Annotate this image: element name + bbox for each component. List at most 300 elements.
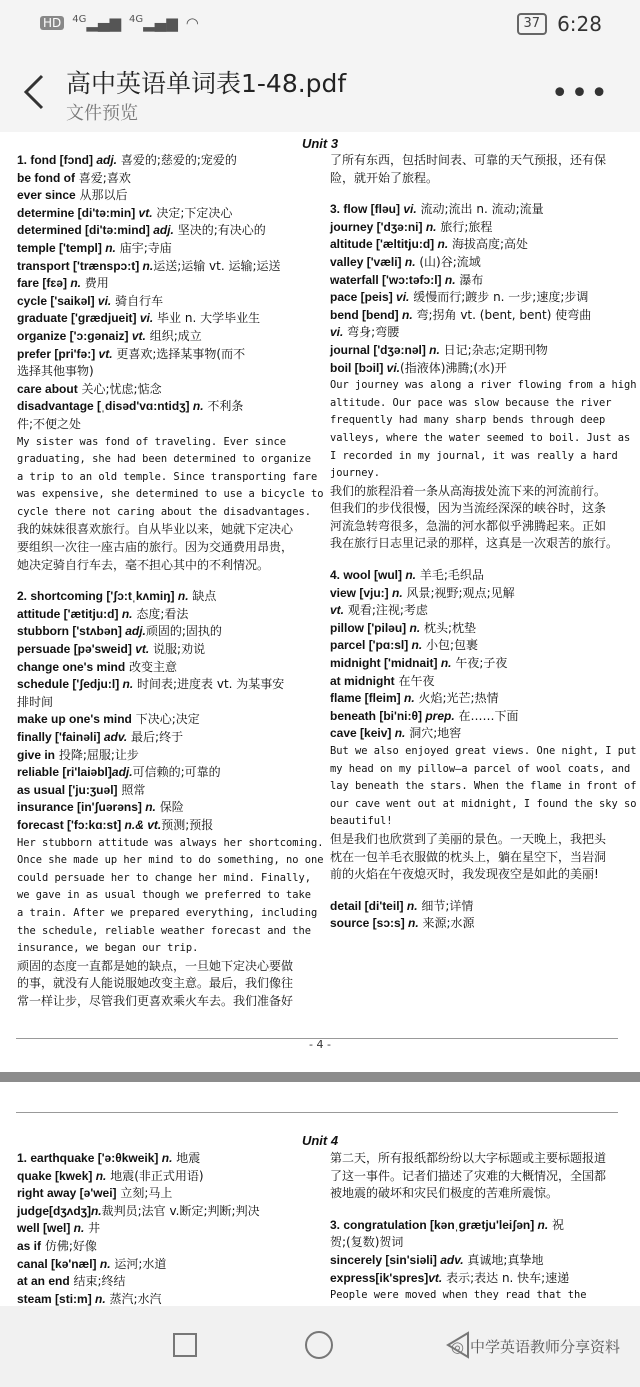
part-of-speech: n.	[101, 240, 116, 255]
vocab-meaning: 洞穴;地窖	[405, 726, 462, 741]
vocab-word: view [vju:]	[330, 585, 389, 600]
part-of-speech: n.	[92, 1168, 107, 1183]
vocab-meaning: 说服;劝说	[149, 642, 206, 657]
vocab-meaning: 井	[84, 1221, 101, 1236]
vocab-entry	[330, 637, 622, 655]
vocab-entry	[17, 799, 307, 817]
vocab-meaning: 件;不便之处	[17, 416, 82, 431]
vocab-meaning: 预测;预报	[161, 817, 214, 832]
vocab-entry	[330, 673, 622, 691]
vocab-meaning: 蒸汽;水汽	[105, 1291, 162, 1306]
vocab-meaning: 地震(非正式用语)	[106, 1168, 204, 1183]
vocab-word: altitude ['æltitju:d]	[330, 237, 435, 252]
passage-line: my head on my pillow—a parcel of wool coats, and	[330, 762, 631, 775]
part-of-speech: n.	[91, 1291, 106, 1306]
vocab-meaning: 旅行;旅程	[436, 219, 493, 234]
part-of-speech: n.	[189, 399, 204, 414]
vocab-word: midnight ['midnait]	[330, 656, 438, 671]
vocab-word: at an end	[17, 1274, 70, 1289]
vocab-entry	[330, 272, 622, 290]
passage-line: graduating, she had been determined to organize	[17, 453, 312, 466]
passage-line: we gave in as usual though we preferred to take	[17, 889, 312, 902]
vocab-word: persuade [pə'sweid]	[17, 642, 132, 657]
part-of-speech: n.	[441, 272, 456, 287]
vocab-meaning: 选择其他事物)	[17, 364, 94, 379]
vocab-word: source [sɔ:s]	[330, 916, 405, 931]
passage-line: People were moved when they read that the	[330, 1289, 587, 1302]
vocab-meaning: 运河;水道	[110, 1256, 167, 1271]
passage-line: the schedule, reliable weather forecast and the	[17, 924, 312, 937]
vocab-entry	[17, 1238, 307, 1256]
vocab-meaning: 细节;详情	[417, 898, 474, 913]
passage-line: 顽固的态度一直都是她的缺点，一旦她下定决心要做	[17, 958, 294, 973]
passage-line: 的事，就没有人能说服她改变主意。最后，我们像往	[17, 976, 294, 991]
passage-line: 我的妹妹很喜欢旅行。自从毕业以来，她就下定决心	[17, 522, 294, 537]
part-of-speech: n.	[406, 620, 421, 635]
vocab-meaning: 羊毛;毛织品	[416, 568, 484, 583]
passage-line: journey.	[330, 467, 381, 480]
vocab-entry	[330, 254, 622, 272]
vocab-word: flame [fleim]	[330, 691, 401, 706]
part-of-speech: n.	[141, 800, 156, 815]
status-bar	[0, 0, 640, 54]
part-of-speech: n.	[400, 691, 415, 706]
vocab-word: detail [di'teil]	[330, 898, 404, 913]
passage-line: 被地震的破坏和灾民们极度的苦难所震惊。	[330, 1186, 559, 1201]
vocab-meaning: 风景;视野;观点;见解	[402, 585, 515, 600]
passage-line: 我在旅行日志里记录的那样，这真是一次艰苦的旅行。	[330, 536, 619, 551]
passage-line: 要组织一次往一座古庙的旅行。因为交通费用昂贵，	[17, 540, 294, 555]
part-of-speech: vt.	[428, 1270, 443, 1285]
vocab-entry	[17, 275, 307, 293]
vocab-entry	[17, 310, 307, 328]
vocab-entry	[330, 708, 622, 726]
passage-line: 第二天，所有报纸都纷纷以大字标题或主要标题报道	[330, 1151, 607, 1165]
vocab-entry	[17, 1150, 307, 1168]
status-left	[40, 14, 199, 32]
right-column	[330, 152, 637, 933]
vocab-word: 2. shortcoming ['ʃɔ:tˌkʌmiŋ]	[17, 589, 175, 604]
vocab-entry	[330, 1217, 622, 1235]
vocab-word: canal [kə'næl]	[17, 1256, 97, 1271]
vocab-entry	[17, 764, 307, 782]
vocab-meaning: 地震	[172, 1151, 201, 1165]
vocab-meaning: 贺;(复数)贺词	[330, 1235, 404, 1250]
passage-line: 前的火焰在午夜熄灭时，我发现夜空是如此的美丽!	[330, 867, 599, 882]
passage-line: could persuade her to change her mind. Finally,	[17, 871, 312, 884]
part-of-speech: adj.	[92, 153, 117, 167]
part-of-speech: n.	[391, 726, 406, 741]
vocab-word: change one's mind	[17, 659, 126, 674]
vocab-word: fare [fɛə]	[17, 276, 67, 291]
pdf-page-4	[0, 132, 640, 1070]
part-of-speech: n.	[422, 219, 437, 234]
passage-line: 但我们的步伐很慢，因为当流经深深的峡谷时，这条	[330, 501, 607, 516]
vocab-entry	[330, 219, 622, 237]
vocab-meaning: 不利条	[203, 399, 244, 414]
vocab-entry	[17, 346, 307, 364]
vocab-entry	[17, 623, 307, 641]
vocab-meaning: 缓慢而行;踱步 n. 一步;速度;步调	[409, 290, 589, 305]
part-of-speech: n.	[534, 1217, 549, 1232]
vocab-entry	[17, 222, 307, 240]
passage-line: Once she made up her mind to do something, no one	[17, 854, 324, 867]
unit-heading: Unit 4	[301, 1133, 339, 1148]
signal-icon: $^{4G}$▂▄▆	[129, 14, 178, 32]
vocab-meaning: 喜爱;喜欢	[74, 170, 131, 185]
left-column	[17, 152, 324, 1011]
vocab-meaning: 火焰;光芒;热情	[414, 691, 499, 706]
vocab-meaning: 运送;运输 vt. 运输;运送	[153, 258, 281, 273]
vocab-word: insurance [in'ʃuərəns]	[17, 800, 142, 815]
part-of-speech: vt.	[135, 205, 153, 220]
vocab-word: 3. flow [fləu]	[330, 202, 400, 217]
part-of-speech: vi.	[383, 360, 401, 375]
vocab-entry	[17, 328, 307, 346]
vocab-word: right away [ə'wei]	[17, 1186, 117, 1201]
part-of-speech: n.	[401, 254, 416, 269]
clock: 6:28	[557, 12, 602, 36]
vocab-meaning: 日记;杂志;定期刊物	[439, 342, 548, 357]
passage-line: a trip to an old temple. Since transporting fare	[17, 470, 318, 483]
vocab-meaning: 结束;终结	[69, 1274, 126, 1289]
vocab-entry	[330, 324, 622, 342]
vocab-meaning: 裁判员;法官 v.断定;判断;判决	[101, 1203, 260, 1218]
vocab-word: pillow ['piləu]	[330, 620, 407, 635]
vocab-entry	[17, 1291, 307, 1306]
recent-apps-icon[interactable]	[172, 1332, 198, 1358]
vocab-meaning: 下决心;决定	[131, 712, 200, 727]
vocab-word: at midnight	[330, 673, 395, 688]
vocab-word: well [wel]	[17, 1221, 71, 1236]
passage-line: our cave went out at midnight, I found the sky so	[330, 797, 637, 810]
vocab-word: be fond of	[17, 170, 75, 185]
vocab-entry	[17, 240, 307, 258]
part-of-speech: n.	[174, 589, 189, 604]
vocab-meaning: 在午夜	[394, 673, 435, 688]
part-of-speech: n.	[434, 237, 449, 252]
document-title: 高中英语单词表1-48.pdf	[66, 69, 347, 98]
left-column	[17, 1150, 307, 1306]
pdf-page-5	[0, 1084, 640, 1306]
watermark-text: 中学英语教师分享资料	[469, 1338, 620, 1356]
vocab-word: quake [kwek]	[17, 1168, 93, 1183]
vocab-word: 1. fond [fɔnd]	[17, 153, 93, 167]
vocab-entry	[17, 170, 307, 188]
vocab-entry	[330, 1270, 622, 1288]
part-of-speech: vi.	[392, 290, 410, 305]
vocab-word: as if	[17, 1238, 42, 1253]
wifi-icon: ◠	[185, 14, 199, 32]
part-of-speech: vi.	[94, 293, 112, 308]
vocab-word: temple ['templ]	[17, 240, 102, 255]
vocab-meaning: 态度;看法	[132, 606, 189, 621]
vocab-word: 1. earthquake ['ə:θkweik]	[17, 1151, 159, 1165]
vocab-meaning: 缺点	[188, 589, 217, 604]
vocab-entry	[17, 747, 307, 765]
vocab-word: graduate ['grædjueit]	[17, 311, 137, 326]
vocab-meaning: 顽固的;固执的	[145, 624, 222, 639]
vocab-word: forecast ['fɔ:kɑ:st]	[17, 817, 122, 832]
part-of-speech: n.	[158, 1151, 173, 1165]
vocab-meaning: 枕头;枕垫	[420, 620, 477, 635]
vocab-meaning: 庙宇;寺庙	[115, 240, 172, 255]
vocab-meaning: 喜爱的;慈爱的;宠爱的	[117, 153, 237, 167]
part-of-speech: prep.	[422, 708, 455, 723]
vocab-meaning: 决定;下定决心	[152, 205, 233, 220]
part-of-speech: n.	[90, 1203, 102, 1218]
page-separator	[0, 1072, 640, 1082]
wechat-icon: ◎	[450, 1337, 464, 1356]
part-of-speech: n.	[425, 342, 440, 357]
vocab-meaning: 小包;包裹	[422, 638, 479, 653]
part-of-speech: vi.	[330, 325, 344, 340]
passage-line: My sister was fond of traveling. Ever since	[17, 435, 286, 448]
part-of-speech: vi.	[400, 202, 417, 217]
passage-line: 但是我们也欣赏到了美丽的景色。一天晚上，我把头	[330, 831, 607, 846]
vocab-meaning: 在……下面	[454, 708, 519, 723]
part-of-speech: n.	[403, 898, 418, 913]
vocab-word: waterfall ['wɔ:təfɔ:l]	[330, 272, 442, 287]
vocab-word: express[ik'spres]	[330, 1270, 429, 1285]
page-number: - 4 -	[309, 1038, 331, 1051]
vocab-word: beneath [bi'ni:θ]	[330, 708, 422, 723]
passage-line: lay beneath the stars. When the flame in front of	[330, 780, 637, 793]
part-of-speech: n.	[66, 276, 81, 291]
right-column	[330, 1150, 622, 1305]
vocab-word: schedule ['ʃedju:l]	[17, 677, 120, 692]
passage-line: I recorded in my journal, it was really a hard	[330, 449, 618, 462]
part-of-speech: vi.	[136, 311, 154, 326]
vocab-entry	[330, 236, 622, 254]
vocab-meaning: 投降;屈服;让步	[55, 747, 139, 762]
vocab-entry	[17, 606, 307, 624]
passage-line: 了所有东西，包括时间表、可靠的天气预报，还有保	[330, 153, 607, 167]
part-of-speech: n.	[404, 916, 419, 931]
vocab-entry	[17, 363, 307, 381]
vocab-entry	[17, 782, 307, 800]
vocab-word: attitude ['ætitju:d]	[17, 606, 119, 621]
vocab-entry	[17, 694, 307, 712]
passage-line: 她决定骑自行车去，毫不担心其中的不利情况。	[17, 557, 270, 572]
vocab-entry	[17, 659, 307, 677]
vocab-entry	[330, 725, 622, 743]
part-of-speech: adv.	[100, 730, 128, 744]
vocab-meaning: 立刻;马上	[116, 1186, 173, 1201]
vocab-meaning: 最后;终于	[127, 730, 184, 744]
vocab-meaning: 流动;流出 n. 流动;流量	[416, 202, 544, 217]
passage-line: altitude. Our pace was slow because the river	[330, 396, 612, 409]
vocab-entry	[17, 588, 307, 606]
vocab-meaning: 保险	[155, 800, 184, 815]
passage-line: Her stubborn attitude was always her shortcoming.	[17, 836, 324, 849]
vocab-entry	[330, 898, 622, 916]
status-right	[517, 12, 602, 36]
vocab-entry	[330, 620, 622, 638]
vocab-word: as usual ['ju:ʒuəl]	[17, 782, 118, 797]
vocab-word: journey ['dʒə:ni]	[330, 219, 423, 234]
app-bar	[0, 54, 640, 132]
vocab-entry	[330, 655, 622, 673]
part-of-speech: n.	[70, 1221, 85, 1236]
more-options-icon[interactable]: •••	[550, 76, 610, 111]
navigation-bar	[0, 1306, 640, 1387]
vocab-entry	[330, 567, 622, 585]
vocab-meaning: 真诚地;真挚地	[463, 1252, 544, 1267]
vocab-word: determine [di'tə:min]	[17, 205, 136, 220]
part-of-speech: n.	[139, 258, 154, 273]
vocab-word: organize ['ɔ:gənaiz]	[17, 328, 129, 343]
passage-line: frequently had many sharp bends through deep	[330, 414, 606, 427]
home-icon[interactable]	[304, 1330, 334, 1360]
part-of-speech: n.	[402, 568, 416, 583]
vocab-entry	[330, 585, 622, 603]
part-of-speech: adj.	[149, 223, 174, 238]
passage-line: 我们的旅程沿着一条从高海拔处流下来的河流前行。	[330, 483, 607, 498]
vocab-meaning: 排时间	[17, 694, 54, 709]
vocab-entry	[330, 1234, 622, 1252]
vocab-meaning: 瀑布	[455, 272, 484, 287]
passage-line: 河流急转弯很多，急湍的河水都似乎沸腾起来。正如	[330, 518, 607, 533]
passage-line: Our journey was along a river flowing from a high	[330, 379, 637, 392]
vocab-word: 3. congratulation [kənˌgrætju'leiʃən]	[330, 1217, 535, 1232]
vocab-word: care about	[17, 381, 78, 396]
passage-line: a train. After we prepared everything, including	[17, 906, 318, 919]
vocab-word: stubborn ['stʌbən]	[17, 624, 122, 639]
vocab-entry	[17, 152, 307, 170]
passage-line: 了这一事件。记者们描述了灾难的大概情况，全国都	[330, 1168, 607, 1183]
vocab-entry	[330, 915, 622, 933]
passage-line: was expensive, she determined to use a bicycle to	[17, 488, 324, 501]
vocab-entry	[330, 1252, 622, 1270]
part-of-speech: n.	[388, 585, 403, 600]
vocab-meaning: (山)谷;流域	[415, 254, 481, 269]
vocab-meaning: (指液体)沸腾;(水)开	[400, 360, 507, 375]
vocab-meaning: 费用	[80, 276, 109, 291]
passage-line: 枕在一包羊毛衣服做的枕头上，躺在星空下，当岩洞	[330, 849, 607, 864]
vocab-meaning: 午夜;子夜	[451, 656, 508, 671]
passage-line: But we also enjoyed great views. One night, I put	[330, 745, 637, 757]
passage-line: 常一样让步，尽管我们更喜欢乘火车去。我们准备好	[17, 993, 294, 1008]
passage-line: insurance, we began our trip.	[17, 942, 199, 955]
vocab-meaning: 海拔高度;高处	[448, 237, 529, 252]
vocab-entry	[330, 289, 622, 307]
vocab-meaning: 组织;成立	[145, 328, 202, 343]
vocab-meaning: 观看;注视;考虑	[344, 603, 428, 618]
passage-line: 险，就开始了旅程。	[330, 170, 439, 185]
vocab-word: parcel ['pɑ:sl]	[330, 638, 409, 653]
watermark	[451, 1336, 620, 1357]
vocab-meaning: 骑自行车	[111, 293, 164, 308]
vocab-entry	[330, 360, 622, 378]
vocab-word: prefer [pri'fə:]	[17, 346, 96, 361]
vocab-entry	[330, 602, 622, 620]
part-of-speech: adj.	[121, 624, 146, 639]
vocab-word: give in	[17, 747, 56, 762]
vocab-word: boil [bɔil]	[330, 360, 384, 375]
hd-indicator: HD	[40, 16, 64, 30]
vocab-meaning: 弯身;弯腰	[343, 325, 400, 340]
part-of-speech: n.	[119, 677, 134, 692]
vocab-entry	[17, 187, 307, 205]
vocab-meaning: 弯;拐角 vt. (bent, bent) 使弯曲	[412, 307, 592, 322]
vocab-meaning: 从那以后	[75, 188, 128, 203]
vocab-entry	[17, 676, 307, 694]
vocab-word: transport ['trænspɔ:t]	[17, 258, 140, 273]
vocab-entry	[330, 690, 622, 708]
passage-line: valleys, where the water seemed to boil. Just as	[330, 431, 631, 444]
vocab-meaning: 来源;水源	[418, 916, 475, 931]
part-of-speech: n.	[437, 656, 452, 671]
vocab-word: cycle ['saikəl]	[17, 293, 95, 308]
vocab-word: judge[dʒʌdʒ]	[17, 1203, 91, 1218]
back-arrow-icon[interactable]	[18, 72, 54, 112]
part-of-speech: vt.	[128, 328, 146, 343]
vocab-entry	[17, 711, 307, 729]
vocab-meaning: 照常	[117, 782, 146, 797]
part-of-speech: vt.	[330, 603, 345, 618]
vocab-meaning: 可信赖的;可靠的	[132, 765, 221, 780]
vocab-word: ever since	[17, 188, 76, 203]
vocab-entry	[17, 205, 307, 223]
vocab-entry	[17, 1168, 307, 1186]
passage-line: beautiful!	[330, 815, 393, 828]
vocab-entry	[17, 817, 307, 835]
vocab-word: valley ['væli]	[330, 254, 402, 269]
vocab-entry	[17, 1220, 307, 1238]
vocab-word: reliable [ri'laiəbl]	[17, 765, 112, 780]
vocab-entry	[17, 641, 307, 659]
vocab-entry	[17, 729, 307, 747]
part-of-speech: vt.	[131, 642, 150, 657]
part-of-speech: n.	[398, 307, 413, 322]
vocab-word: disadvantage [ˌdisəd'vɑ:ntidʒ]	[17, 399, 190, 414]
vocab-entry	[330, 201, 622, 219]
vocab-word: sincerely [sin'siəli]	[330, 1252, 437, 1267]
vocab-word: finally ['fainəli]	[17, 730, 101, 744]
vocab-word: steam [sti:m]	[17, 1291, 92, 1306]
vocab-entry	[330, 342, 622, 360]
part-of-speech: n.	[118, 606, 133, 621]
vocab-meaning: 关心;忧虑;惦念	[77, 381, 162, 396]
part-of-speech: adj.	[111, 765, 133, 780]
part-of-speech: vt.	[95, 346, 113, 361]
vocab-word: determined [di'tə:mind]	[17, 223, 150, 238]
vocab-meaning: 时间表;进度表 vt. 为某事安	[133, 677, 285, 692]
vocab-word: pace [peis]	[330, 290, 393, 305]
vocab-entry	[17, 381, 307, 399]
vocab-meaning: 更喜欢;选择某事物(而不	[112, 346, 246, 361]
part-of-speech: n.	[96, 1256, 111, 1271]
vocab-entry	[17, 258, 307, 276]
vocab-meaning: 祝	[548, 1217, 565, 1232]
vocab-word: bend [bend]	[330, 307, 399, 322]
part-of-speech: adv.	[436, 1252, 464, 1267]
passage-line: cycle there not caring about the disadvantages.	[17, 505, 312, 518]
vocab-meaning: 改变主意	[125, 659, 178, 674]
vocab-entry	[17, 293, 307, 311]
vocab-word: make up one's mind	[17, 712, 132, 727]
vocab-entry	[17, 416, 307, 434]
vocab-entry	[330, 307, 622, 325]
vocab-entry	[17, 1185, 307, 1203]
page-top-line	[16, 1112, 618, 1113]
unit-heading: Unit 3	[301, 136, 339, 151]
vocab-meaning: 毕业 n. 大学毕业生	[153, 311, 261, 326]
vocab-entry	[17, 1273, 307, 1291]
vocab-entry	[17, 398, 307, 416]
vocab-word: journal ['dʒə:nəl]	[330, 342, 426, 357]
